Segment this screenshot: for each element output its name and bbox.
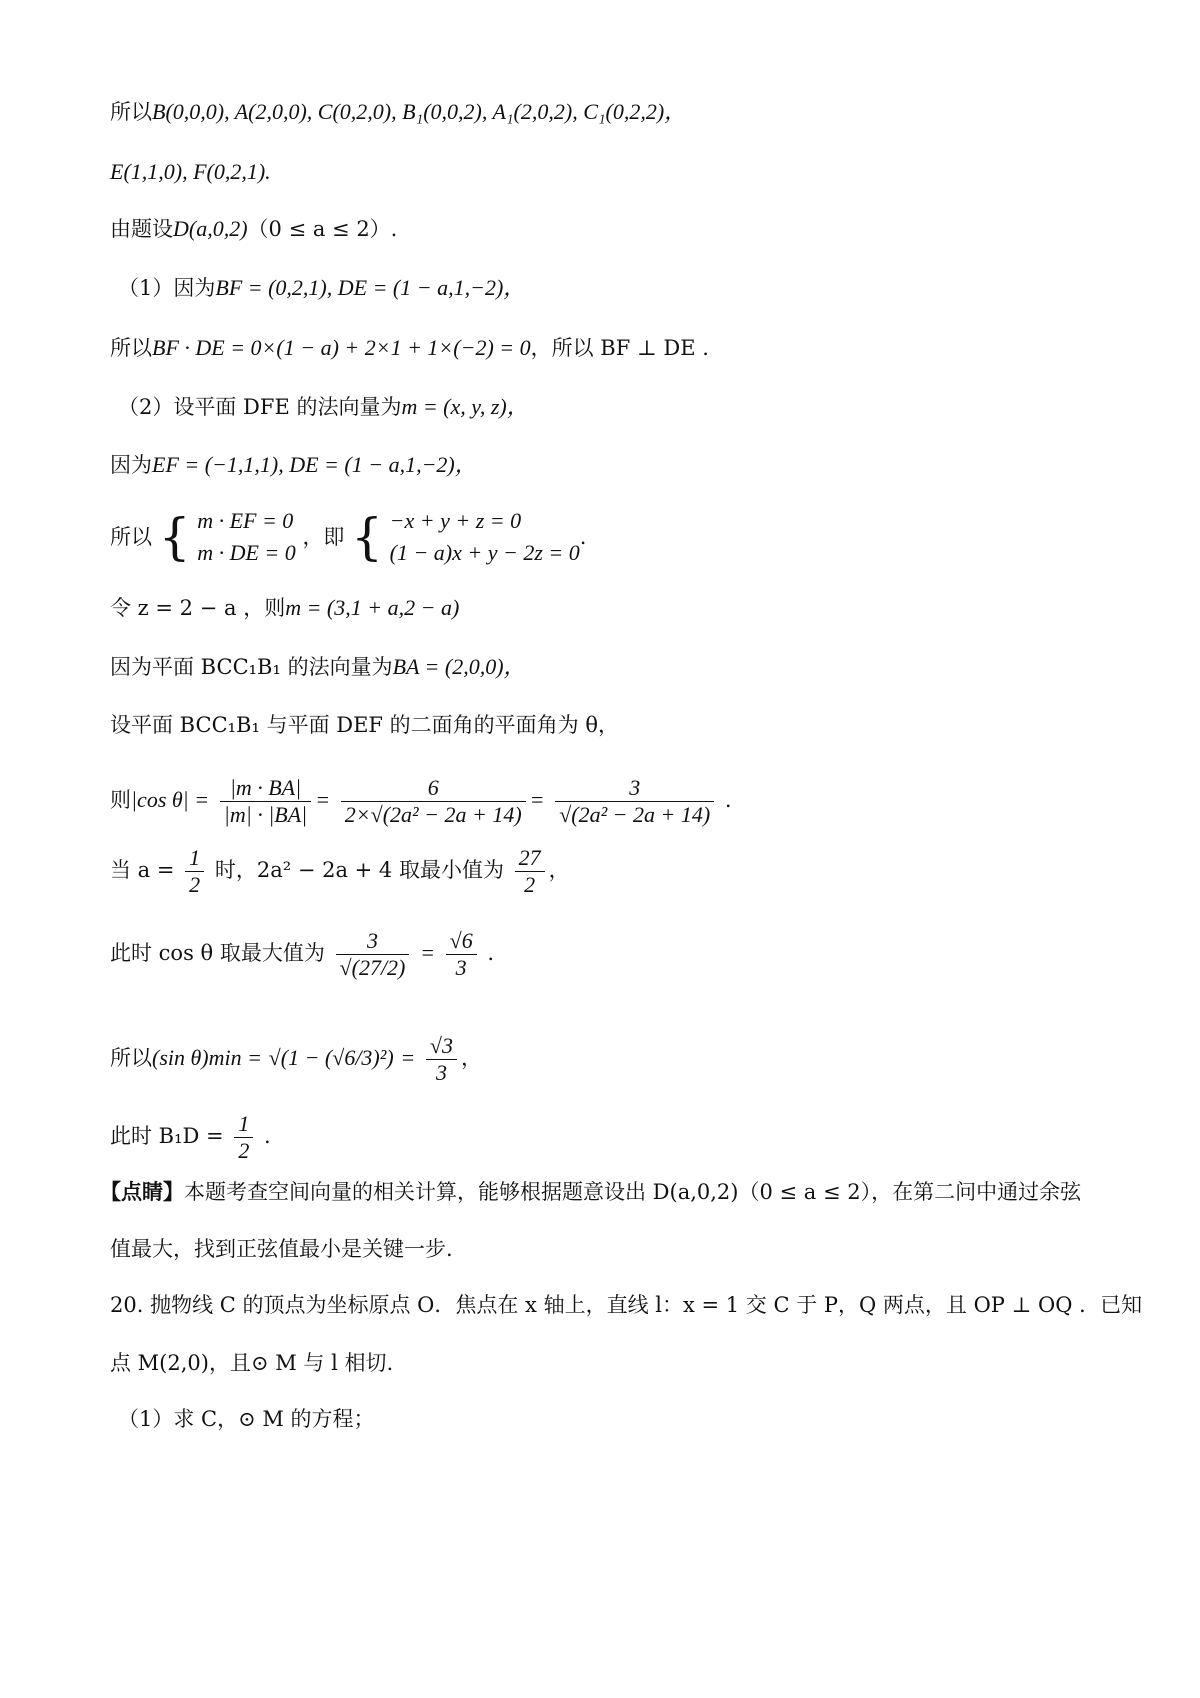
part1-dot-product: 所以BF · DE = 0×(1 − a) + 2×1 + 1×(−2) = 0，所以 BF ⊥ DE . [110, 335, 709, 360]
coords-line-2: E(1,1,0), F(0,2,1). [110, 159, 271, 184]
min-sin-line: 所以(sin θ)min = √(1 − (√6/3)²) = $\frac{√3}{3}$ ， [110, 1033, 482, 1085]
coords-line: 所以B(0,0,0), A(2,0,0), C(0,2,0), B₁(0,0,2), A₁(2,0,2), C₁(0,2,2)， [110, 99, 687, 124]
comment-line-2: 值最大，找到正弦值最小是关键一步. [110, 1237, 453, 1261]
max-cos-line: 此时 cos θ 取最大值为 $\frac{3}{√(27/2)}$ = $\frac{√6}{3}$ . [110, 928, 495, 980]
plane-normal-line: 因为平面 BCC₁B₁ 的法向量为BA = (2,0,0)， [110, 654, 526, 679]
problem-20-line: 20. 抛物线 C 的顶点为坐标原点 O．焦点在 x 轴上，直线 l：x = 1 交 C 于 P，Q 两点，且 OP ⊥ OQ ．已知 [110, 1293, 1143, 1317]
cos-theta-formula: 则|cos θ| = $\frac{|m \cdot BA|}{|m| \cdot |BA|}$ = $\frac{6}{\text{2×√(2a² − 2a + 14)}}$ = $\frac{3}{\text{√(2a² − 2a + 14)}}$ . [110, 775, 732, 827]
part2-normal-vector: （2）设平面 DFE 的法向量为m = (x, y, z)， [118, 394, 529, 419]
problem-20-line-2: 点 M(2,0)，且⊙ M 与 l 相切. [110, 1351, 394, 1375]
min-value-line: 当 a = $\frac{1}{2}$ 时，2a² − 2a + 4 取最小值为 $\frac{27}{2}$ ， [110, 845, 570, 897]
b1d-line: 此时 B₁D = $\frac{1}{2}$ . [110, 1111, 271, 1163]
problem-20-part1: （1）求 C，⊙ M 的方程； [118, 1407, 375, 1431]
equation-system: 所以 { m · EF = 0 m · DE = 0 ，即 { −x + y + z = 0 (1 − a)x + y − 2z = 0 . [110, 508, 587, 566]
comment-line: 【点睛】本题考查空间向量的相关计算，能够根据题意设出 D(a,0,2)（0 ≤ a ≤ 2），在第二问中通过余弦 [100, 1179, 1082, 1204]
let-z-line: 令 z = 2 − a ，则m = (3,1 + a,2 − a) [110, 595, 460, 620]
dihedral-angle-line: 设平面 BCC₁B₁ 与平面 DEF 的二面角的平面角为 θ， [110, 713, 619, 737]
part1-vectors: （1）因为BF = (0,2,1), DE = (1 − a,1,−2)， [118, 275, 526, 300]
part2-vectors: 因为EF = (−1,1,1), DE = (1 − a,1,−2)， [110, 452, 477, 477]
assumption-line: 由题设D(a,0,2)（0 ≤ a ≤ 2）. [110, 216, 398, 241]
